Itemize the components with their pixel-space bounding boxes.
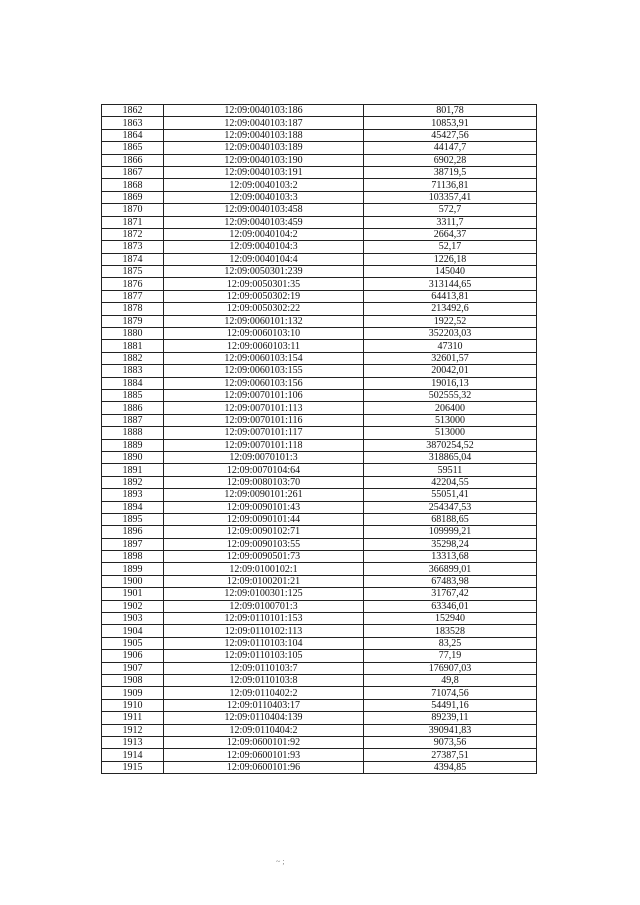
cadastral-number-cell: 12:09:0050302:19: [164, 290, 364, 302]
value-cell: 513000: [364, 414, 537, 426]
table-row: [102, 340, 537, 352]
table-row: [102, 650, 537, 662]
row-number-cell: 1899: [102, 563, 164, 575]
value-cell: 68188,65: [364, 513, 537, 525]
value-cell: 1226,18: [364, 253, 537, 265]
row-number-cell: 1862: [102, 105, 164, 117]
table-row: [102, 476, 537, 488]
table-row: [102, 761, 537, 773]
value-cell: 71136,81: [364, 179, 537, 191]
row-number-cell: 1906: [102, 650, 164, 662]
cadastral-number-cell: 12:09:0600101:92: [164, 736, 364, 748]
table-row: [102, 290, 537, 302]
table-row: [102, 129, 537, 141]
value-cell: 49,8: [364, 674, 537, 686]
cadastral-number-cell: 12:09:0100201:21: [164, 575, 364, 587]
value-cell: 38719,5: [364, 166, 537, 178]
value-cell: 77,19: [364, 650, 537, 662]
cadastral-number-cell: 12:09:0060103:11: [164, 340, 364, 352]
table-row: [102, 142, 537, 154]
cadastral-number-cell: 12:09:0090101:44: [164, 513, 364, 525]
cadastral-number-cell: 12:09:0110103:7: [164, 662, 364, 674]
row-number-cell: 1909: [102, 687, 164, 699]
table-row: [102, 389, 537, 401]
value-cell: 513000: [364, 427, 537, 439]
table-row: [102, 166, 537, 178]
cadastral-number-cell: 12:09:0040103:189: [164, 142, 364, 154]
cadastral-number-cell: 12:09:0040103:190: [164, 154, 364, 166]
cadastral-number-cell: 12:09:0090501:73: [164, 551, 364, 563]
row-number-cell: 1910: [102, 699, 164, 711]
cadastral-number-cell: 12:09:0110101:153: [164, 613, 364, 625]
cadastral-number-cell: 12:09:0040103:459: [164, 216, 364, 228]
cadastral-number-cell: 12:09:0100701:3: [164, 600, 364, 612]
row-number-cell: 1885: [102, 389, 164, 401]
table-row: [102, 228, 537, 240]
table-row: [102, 513, 537, 525]
value-cell: 572,7: [364, 204, 537, 216]
value-cell: 206400: [364, 402, 537, 414]
cadastral-number-cell: 12:09:0090103:55: [164, 538, 364, 550]
table-row: [102, 662, 537, 674]
value-cell: 27387,51: [364, 749, 537, 761]
cadastral-number-cell: 12:09:0070101:3: [164, 451, 364, 463]
value-cell: 13313,68: [364, 551, 537, 563]
cadastral-number-cell: 12:09:0050301:35: [164, 278, 364, 290]
row-number-cell: 1907: [102, 662, 164, 674]
value-cell: 67483,98: [364, 575, 537, 587]
row-number-cell: 1889: [102, 439, 164, 451]
value-cell: 213492,6: [364, 303, 537, 315]
row-number-cell: 1871: [102, 216, 164, 228]
table-row: [102, 365, 537, 377]
table-row: [102, 117, 537, 129]
table-row: [102, 749, 537, 761]
row-number-cell: 1898: [102, 551, 164, 563]
row-number-cell: 1902: [102, 600, 164, 612]
value-cell: 19016,13: [364, 377, 537, 389]
table-row: [102, 204, 537, 216]
value-cell: 31767,42: [364, 588, 537, 600]
row-number-cell: 1865: [102, 142, 164, 154]
row-number-cell: 1915: [102, 761, 164, 773]
row-number-cell: 1880: [102, 328, 164, 340]
value-cell: 1922,52: [364, 315, 537, 327]
row-number-cell: 1879: [102, 315, 164, 327]
value-cell: 55051,41: [364, 489, 537, 501]
value-cell: 20042,01: [364, 365, 537, 377]
row-number-cell: 1867: [102, 166, 164, 178]
cadastral-number-cell: 12:09:0110102:113: [164, 625, 364, 637]
cadastral-number-cell: 12:09:0050302:22: [164, 303, 364, 315]
page-footer-mark: ~ ;: [276, 857, 285, 866]
row-number-cell: 1875: [102, 266, 164, 278]
row-number-cell: 1886: [102, 402, 164, 414]
cadastral-number-cell: 12:09:0070101:116: [164, 414, 364, 426]
table-row: [102, 699, 537, 711]
row-number-cell: 1868: [102, 179, 164, 191]
value-cell: 89239,11: [364, 712, 537, 724]
value-cell: 9073,56: [364, 736, 537, 748]
row-number-cell: 1911: [102, 712, 164, 724]
table-row: [102, 377, 537, 389]
table-row: [102, 105, 537, 117]
table-row: [102, 241, 537, 253]
row-number-cell: 1883: [102, 365, 164, 377]
row-number-cell: 1870: [102, 204, 164, 216]
row-number-cell: 1887: [102, 414, 164, 426]
row-number-cell: 1863: [102, 117, 164, 129]
cadastral-number-cell: 12:09:0100102:1: [164, 563, 364, 575]
cadastral-number-cell: 12:09:0070101:117: [164, 427, 364, 439]
value-cell: 44147,7: [364, 142, 537, 154]
value-cell: 52,17: [364, 241, 537, 253]
table-row: [102, 588, 537, 600]
row-number-cell: 1882: [102, 352, 164, 364]
cadastral-number-cell: 12:09:0070101:113: [164, 402, 364, 414]
data-table: [101, 104, 537, 774]
value-cell: 54491,16: [364, 699, 537, 711]
row-number-cell: 1884: [102, 377, 164, 389]
cadastral-number-cell: 12:09:0070101:106: [164, 389, 364, 401]
cadastral-number-cell: 12:09:0100301:125: [164, 588, 364, 600]
table-row: [102, 439, 537, 451]
row-number-cell: 1900: [102, 575, 164, 587]
cadastral-number-cell: 12:09:0110403:17: [164, 699, 364, 711]
cadastral-number-cell: 12:09:0040103:186: [164, 105, 364, 117]
cadastral-number-cell: 12:09:0040103:458: [164, 204, 364, 216]
value-cell: 2664,37: [364, 228, 537, 240]
value-cell: 390941,83: [364, 724, 537, 736]
value-cell: 71074,56: [364, 687, 537, 699]
table-row: [102, 427, 537, 439]
table-row: [102, 216, 537, 228]
table-row: [102, 253, 537, 265]
cadastral-number-cell: 12:09:0090101:261: [164, 489, 364, 501]
table-row: [102, 266, 537, 278]
table-row: [102, 712, 537, 724]
row-number-cell: 1897: [102, 538, 164, 550]
row-number-cell: 1905: [102, 637, 164, 649]
cadastral-number-cell: 12:09:0070104:64: [164, 464, 364, 476]
value-cell: 352203,03: [364, 328, 537, 340]
table-row: [102, 613, 537, 625]
table-row: [102, 154, 537, 166]
table-row: [102, 538, 537, 550]
row-number-cell: 1904: [102, 625, 164, 637]
cadastral-number-cell: 12:09:0060101:132: [164, 315, 364, 327]
cadastral-number-cell: 12:09:0600101:96: [164, 761, 364, 773]
cadastral-number-cell: 12:09:0040103:3: [164, 191, 364, 203]
value-cell: 176907,03: [364, 662, 537, 674]
cadastral-number-cell: 12:09:0060103:156: [164, 377, 364, 389]
row-number-cell: 1893: [102, 489, 164, 501]
table-row: [102, 600, 537, 612]
row-number-cell: 1864: [102, 129, 164, 141]
table-row: [102, 724, 537, 736]
table-row: [102, 179, 537, 191]
row-number-cell: 1890: [102, 451, 164, 463]
value-cell: 254347,53: [364, 501, 537, 513]
row-number-cell: 1896: [102, 526, 164, 538]
value-cell: 183528: [364, 625, 537, 637]
cadastral-number-cell: 12:09:0110404:2: [164, 724, 364, 736]
row-number-cell: 1881: [102, 340, 164, 352]
row-number-cell: 1901: [102, 588, 164, 600]
table-row: [102, 637, 537, 649]
value-cell: 35298,24: [364, 538, 537, 550]
value-cell: 152940: [364, 613, 537, 625]
row-number-cell: 1876: [102, 278, 164, 290]
value-cell: 83,25: [364, 637, 537, 649]
row-number-cell: 1873: [102, 241, 164, 253]
row-number-cell: 1892: [102, 476, 164, 488]
value-cell: 502555,32: [364, 389, 537, 401]
table-row: [102, 563, 537, 575]
table-row: [102, 501, 537, 513]
cadastral-number-cell: 12:09:0040104:2: [164, 228, 364, 240]
value-cell: 366899,01: [364, 563, 537, 575]
value-cell: 42204,55: [364, 476, 537, 488]
cadastral-number-cell: 12:09:0060103:154: [164, 352, 364, 364]
table-row: [102, 278, 537, 290]
value-cell: 32601,57: [364, 352, 537, 364]
value-cell: 6902,28: [364, 154, 537, 166]
value-cell: 4394,85: [364, 761, 537, 773]
value-cell: 3870254,52: [364, 439, 537, 451]
cadastral-number-cell: 12:09:0040103:188: [164, 129, 364, 141]
row-number-cell: 1866: [102, 154, 164, 166]
value-cell: 59511: [364, 464, 537, 476]
cadastral-number-cell: 12:09:0040103:187: [164, 117, 364, 129]
value-cell: 10853,91: [364, 117, 537, 129]
value-cell: 145040: [364, 266, 537, 278]
cadastral-number-cell: 12:09:0110103:8: [164, 674, 364, 686]
value-cell: 63346,01: [364, 600, 537, 612]
table-row: [102, 451, 537, 463]
cadastral-number-cell: 12:09:0050301:239: [164, 266, 364, 278]
value-cell: 801,78: [364, 105, 537, 117]
table-row: [102, 315, 537, 327]
cadastral-number-cell: 12:09:0110103:105: [164, 650, 364, 662]
cadastral-number-cell: 12:09:0090101:43: [164, 501, 364, 513]
row-number-cell: 1888: [102, 427, 164, 439]
cadastral-number-cell: 12:09:0040104:3: [164, 241, 364, 253]
cadastral-number-cell: 12:09:0090102:71: [164, 526, 364, 538]
table-row: [102, 328, 537, 340]
value-cell: 109999,21: [364, 526, 537, 538]
row-number-cell: 1913: [102, 736, 164, 748]
value-cell: 318865,04: [364, 451, 537, 463]
cadastral-number-cell: 12:09:0040104:4: [164, 253, 364, 265]
row-number-cell: 1914: [102, 749, 164, 761]
table-row: [102, 303, 537, 315]
cadastral-number-cell: 12:09:0110404:139: [164, 712, 364, 724]
cadastral-number-cell: 12:09:0040103:191: [164, 166, 364, 178]
row-number-cell: 1877: [102, 290, 164, 302]
row-number-cell: 1874: [102, 253, 164, 265]
value-cell: 64413,81: [364, 290, 537, 302]
table-row: [102, 575, 537, 587]
table-row: [102, 464, 537, 476]
row-number-cell: 1894: [102, 501, 164, 513]
table-row: [102, 489, 537, 501]
cadastral-number-cell: 12:09:0110103:104: [164, 637, 364, 649]
value-cell: 3311,7: [364, 216, 537, 228]
row-number-cell: 1895: [102, 513, 164, 525]
value-cell: 313144,65: [364, 278, 537, 290]
row-number-cell: 1878: [102, 303, 164, 315]
table-row: [102, 352, 537, 364]
table-row: [102, 402, 537, 414]
table-row: [102, 191, 537, 203]
cadastral-number-cell: 12:09:0110402:2: [164, 687, 364, 699]
value-cell: 45427,56: [364, 129, 537, 141]
value-cell: 47310: [364, 340, 537, 352]
value-cell: 103357,41: [364, 191, 537, 203]
cadastral-number-cell: 12:09:0070101:118: [164, 439, 364, 451]
cadastral-number-cell: 12:09:0600101:93: [164, 749, 364, 761]
cadastral-number-cell: 12:09:0060103:10: [164, 328, 364, 340]
row-number-cell: 1912: [102, 724, 164, 736]
table-row: [102, 526, 537, 538]
cadastral-number-cell: 12:09:0040103:2: [164, 179, 364, 191]
table-row: [102, 687, 537, 699]
table-body: [102, 105, 537, 774]
table-row: [102, 625, 537, 637]
row-number-cell: 1872: [102, 228, 164, 240]
row-number-cell: 1869: [102, 191, 164, 203]
table-row: [102, 674, 537, 686]
row-number-cell: 1891: [102, 464, 164, 476]
cadastral-number-cell: 12:09:0060103:155: [164, 365, 364, 377]
row-number-cell: 1903: [102, 613, 164, 625]
table-row: [102, 551, 537, 563]
cadastral-number-cell: 12:09:0080103:70: [164, 476, 364, 488]
row-number-cell: 1908: [102, 674, 164, 686]
table-row: [102, 736, 537, 748]
table-row: [102, 414, 537, 426]
